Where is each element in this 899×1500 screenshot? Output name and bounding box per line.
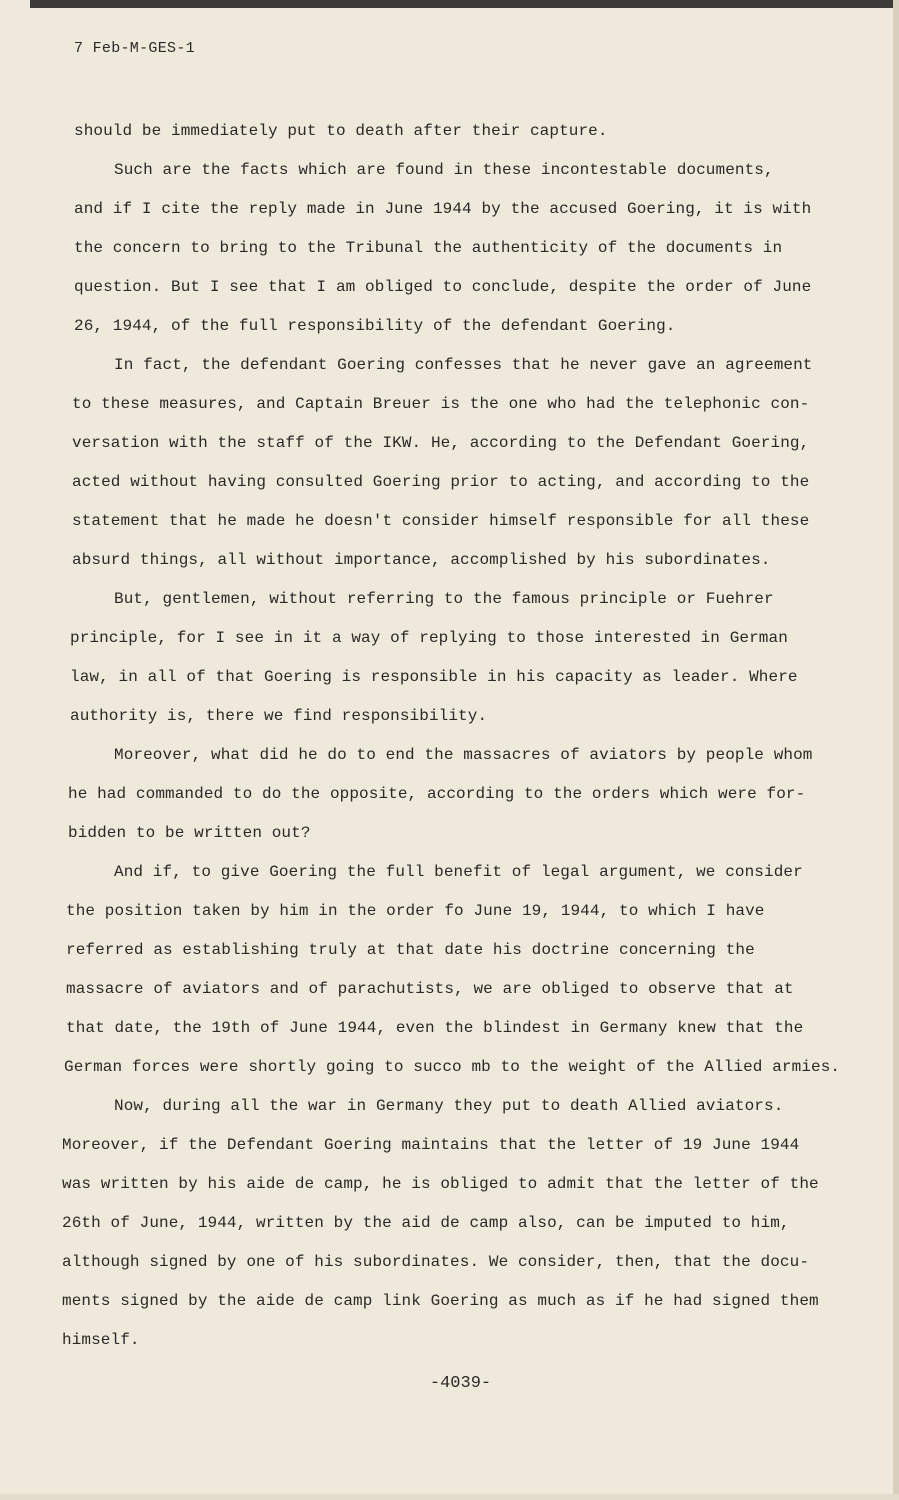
paragraph-first-line: In fact, the defendant Goering confesses that he never gave an agreement: [114, 356, 813, 374]
text-line: law, in all of that Goering is responsible in his capacity as leader. Where: [70, 668, 798, 686]
text-line: that date, the 19th of June 1944, even the blindest in Germany knew that the: [66, 1019, 804, 1037]
scan-edge-bottom: [0, 1494, 899, 1500]
text-line: acted without having consulted Goering prior to acting, and according to the: [72, 473, 810, 491]
paragraph-first-line: Now, during all the war in Germany they put to death Allied aviators.: [114, 1097, 784, 1115]
text-line: 26th of June, 1944, written by the aid de camp also, can be imputed to him,: [62, 1214, 790, 1232]
paragraph-first-line: But, gentlemen, without referring to the famous principle or Fuehrer: [114, 590, 774, 608]
text-line: absurd things, all without importance, accomplished by his subordinates.: [72, 551, 771, 569]
text-line: referred as establishing truly at that date his doctrine concerning the: [66, 941, 755, 959]
text-line: German forces were shortly going to succo mb to the weight of the Allied armies.: [64, 1058, 841, 1076]
text-line: the concern to bring to the Tribunal the authenticity of the documents in: [74, 239, 783, 257]
paragraph-first-line: And if, to give Goering the full benefit of legal argument, we consider: [114, 863, 803, 881]
document-body: [62, 117, 842, 1365]
text-line: himself.: [62, 1331, 140, 1349]
text-line: Moreover, if the Defendant Goering maintains that the letter of 19 June 1944: [62, 1136, 800, 1154]
paragraph-first-line: Such are the facts which are found in these incontestable documents,: [114, 161, 774, 179]
text-line: should be immediately put to death after their capture.: [74, 122, 608, 140]
text-line: he had commanded to do the opposite, according to the orders which were for-: [68, 785, 806, 803]
page-footer: [0, 1374, 899, 1393]
text-line: principle, for I see in it a way of replying to those interested in German: [70, 629, 788, 647]
text-line: ments signed by the aide de camp link Goering as much as if he had signed them: [62, 1292, 819, 1310]
paragraph-first-line: Moreover, what did he do to end the massacres of aviators by people whom: [114, 746, 813, 764]
text-line: statement that he made he doesn't consider himself responsible for all these: [72, 512, 810, 530]
document-reference: 7 Feb-M-GES-1: [74, 40, 195, 57]
text-line: question. But I see that I am obliged to conclude, despite the order of June: [74, 278, 812, 296]
text-line: 26, 1944, of the full responsibility of the defendant Goering.: [74, 317, 676, 335]
text-line: massacre of aviators and of parachutists, we are obliged to observe that at: [66, 980, 794, 998]
text-line: although signed by one of his subordinates. We consider, then, that the docu-: [62, 1253, 810, 1271]
text-line: was written by his aide de camp, he is obliged to admit that the letter of the: [62, 1175, 819, 1193]
page-number: -4039-: [429, 1374, 492, 1393]
text-line: versation with the staff of the IKW. He, according to the Defendant Goering,: [72, 434, 810, 452]
text-line: bidden to be written out?: [68, 824, 311, 842]
text-line: and if I cite the reply made in June 1944 by the accused Goering, it is with: [74, 200, 812, 218]
scan-edge-top: [30, 0, 899, 8]
text-line: to these measures, and Captain Breuer is the one who had the telephonic con-: [72, 395, 810, 413]
text-line: the position taken by him in the order fo June 19, 1944, to which I have: [66, 902, 765, 920]
text-line: authority is, there we find responsibility.: [70, 707, 488, 725]
scan-edge-right: [893, 0, 899, 1500]
